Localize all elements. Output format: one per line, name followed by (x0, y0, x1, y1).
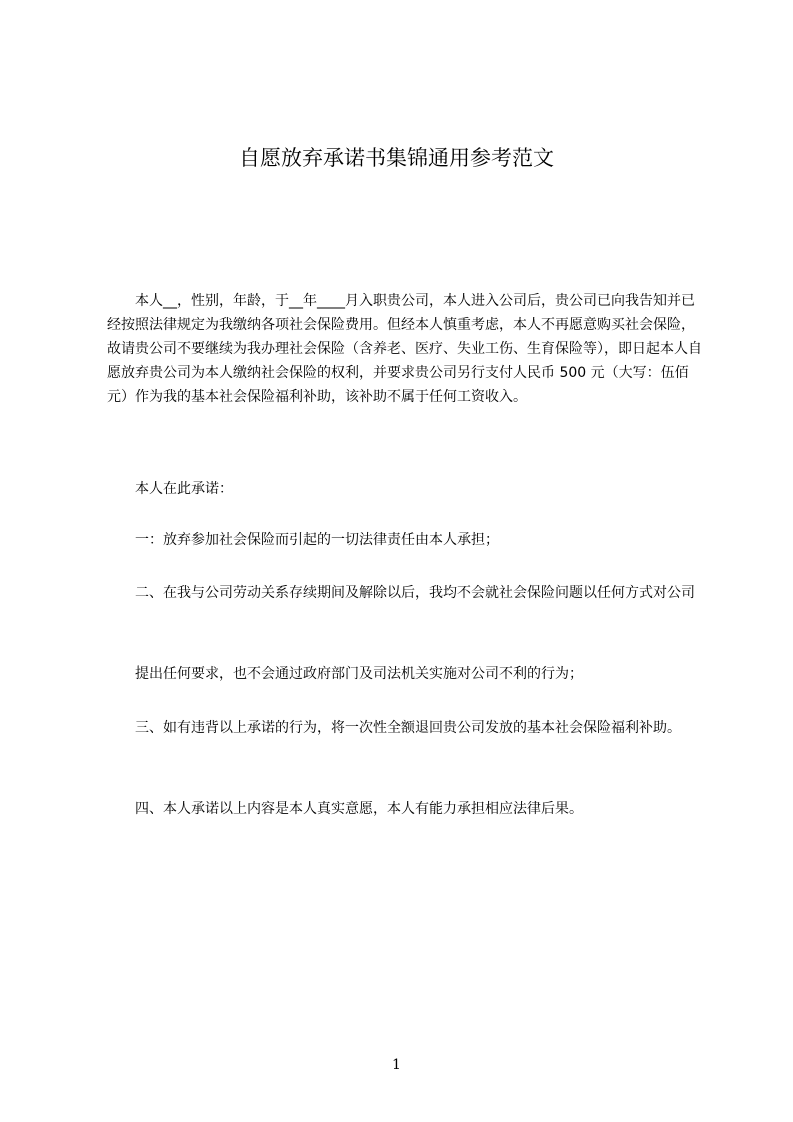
paragraph-commitment-intro: 本人在此承诺： (135, 481, 233, 497)
paragraph-commitment-2: 二、在我与公司劳动关系存续期间及解除以后，我均不会就社会保险问题以任何方式对公司 (135, 585, 695, 601)
paragraph-declaration: 本人__，性别，年龄，于__年____月入职贵公司，本人进入公司后，贵公司已向我告知并已经按照法律规定为我缴纳各项社会保险费用。但经本人慎重考虑，本人不再愿意购买社会保险，故请贵公司不要继续为我办理社会保险（含养老、医疗、失业工伤、生育保险等），即日起本人自愿放弃贵公司为本人缴纳社会保险的权利，并要求贵公司另行支付人民币 500 元（大写：伍佰元）作为我的基本社会保险福利补助，该补助不属于任何工资收入。 (107, 293, 702, 405)
paragraph-commitment-4: 四、本人承诺以上内容是本人真实意愿，本人有能力承担相应法律后果。 (135, 801, 583, 817)
paragraph-commitment-2-continued: 提出任何要求，也不会通过政府部门及司法机关实施对公司不利的行为； (135, 666, 583, 682)
document-title: 自愿放弃承诺书集锦通用参考范文 (239, 146, 554, 170)
paragraph-commitment-3: 三、如有违背以上承诺的行为，将一次性全额退回贵公司发放的基本社会保险福利补助。 (135, 720, 681, 736)
paragraph-commitment-1: 一：放弃参加社会保险而引起的一切法律责任由本人承担； (135, 532, 499, 548)
page-number: 1 (392, 1057, 401, 1073)
